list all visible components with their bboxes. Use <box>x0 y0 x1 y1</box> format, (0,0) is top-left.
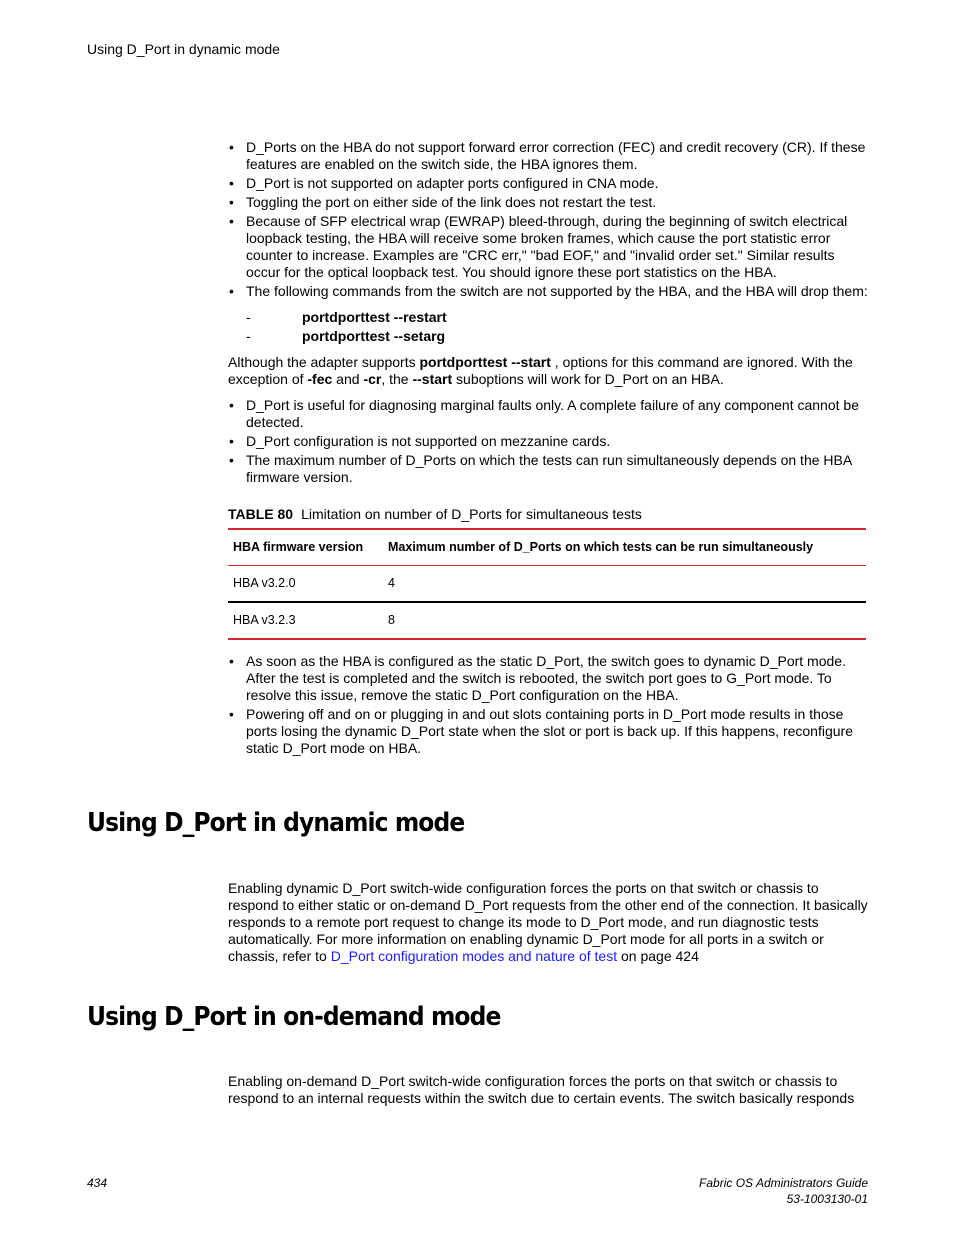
list-item: • Toggling the port on either side of the link does not restart the test. <box>228 194 868 211</box>
list-item: • D_Port is useful for diagnosing marginal faults only. A complete failure of any component cannot be detected. <box>228 397 868 431</box>
list-item: • D_Port is not supported on adapter ports configured in CNA mode. <box>228 175 868 192</box>
page-content <box>228 139 868 759</box>
option-name: -fec <box>307 371 333 387</box>
list-item: • Because of SFP electrical wrap (EWRAP) bleed-through, during the beginning of switch electrical loopback testing, the HBA will receive some broken frames, which cause the port statistic error counter to increase. Examples are "CRC err," "bad EOF," and "invalid order set." Similar results occur for the optical loopback test. You should ignore these port statistics on the HBA. <box>228 213 868 281</box>
table-row <box>228 566 866 603</box>
limitation-table <box>228 528 866 640</box>
page-number: 434 <box>87 1176 108 1190</box>
option-name: --start <box>412 371 453 387</box>
table-number: TABLE 80 <box>228 506 294 522</box>
command-item: - portdporttest --restart <box>228 309 868 326</box>
table-cell: HBA v3.2.3 <box>233 613 296 627</box>
column-header: HBA firmware version <box>233 540 364 554</box>
list-item: • The following commands from the switch are not supported by the HBA, and the HBA will drop them: <box>228 283 868 300</box>
guide-title: Fabric OS Administrators Guide <box>699 1176 868 1190</box>
list-item: • D_Ports on the HBA do not support forward error correction (FEC) and credit recovery (CR). If these features are enabled on the switch side, the HBA ignores them. <box>228 139 868 173</box>
bullet-list-top <box>228 139 868 300</box>
unsupported-command-list <box>228 309 868 345</box>
command-name: portdporttest --start <box>419 354 551 370</box>
command-item: - portdporttest --setarg <box>228 328 868 345</box>
table-caption <box>228 506 868 523</box>
section-heading-dynamic: Using D_Port in dynamic mode <box>87 808 465 838</box>
table-cell: HBA v3.2.0 <box>233 576 296 590</box>
bullet-list-after-table <box>228 653 868 757</box>
list-item: • Powering off and on or plugging in and out slots containing ports in D_Port mode results in those ports losing the dynamic D_Port state when the slot or port is back up. If this happens, reconfigure static D_Port mode on HBA. <box>228 706 868 757</box>
table-cell: 4 <box>388 576 395 590</box>
bullet-list-middle <box>228 397 868 486</box>
cross-reference-link[interactable]: D_Port configuration modes and nature of test <box>330 948 618 964</box>
table-row <box>228 602 866 639</box>
list-item: • D_Port configuration is not supported on mezzanine cards. <box>228 433 868 450</box>
adapter-paragraph: Although the adapter supports portdporttest --start , options for this command are ignored. With the exception of -fec and -cr, the --start suboptions will work for D_Port on an HBA. <box>228 354 853 387</box>
table-header-row <box>228 529 866 566</box>
list-item: • The maximum number of D_Ports on which the tests can run simultaneously depends on the HBA firmware version. <box>228 452 868 486</box>
column-header: Maximum number of D_Ports on which tests can be run simultaneously <box>388 540 814 554</box>
section-heading-ondemand: Using D_Port in on-demand mode <box>87 1002 501 1032</box>
option-name: -cr <box>363 371 382 387</box>
running-header: Using D_Port in dynamic mode <box>87 41 280 57</box>
footer-document-info <box>699 1175 868 1207</box>
dynamic-mode-paragraph: Enabling dynamic D_Port switch-wide configuration forces the ports on that switch or chassis to respond to either static or on-demand D_Port requests from the other end of the connection. It basically responds to a remote port request to change its mode to D_Port mode, and run diagnostic tests automatically. For more information on enabling dynamic D_Port mode for all ports in a switch or chassis, refer to D_Port configuration modes and nature of test on page 424 <box>228 880 868 964</box>
table-caption-text: Limitation on number of D_Ports for simultaneous tests <box>301 506 642 522</box>
document-number: 53-1003130-01 <box>786 1192 868 1206</box>
ondemand-mode-paragraph: Enabling on-demand D_Port switch-wide configuration forces the ports on that switch or chassis to respond to an internal requests within the switch due to certain events. The switch basically responds <box>228 1073 855 1106</box>
list-item: • As soon as the HBA is configured as the static D_Port, the switch goes to dynamic D_Port mode. After the test is completed and the switch is rebooted, the switch port goes to G_Port mode. To resolve this issue, remove the static D_Port configuration on the HBA. <box>228 653 868 704</box>
table-cell: 8 <box>388 613 395 627</box>
